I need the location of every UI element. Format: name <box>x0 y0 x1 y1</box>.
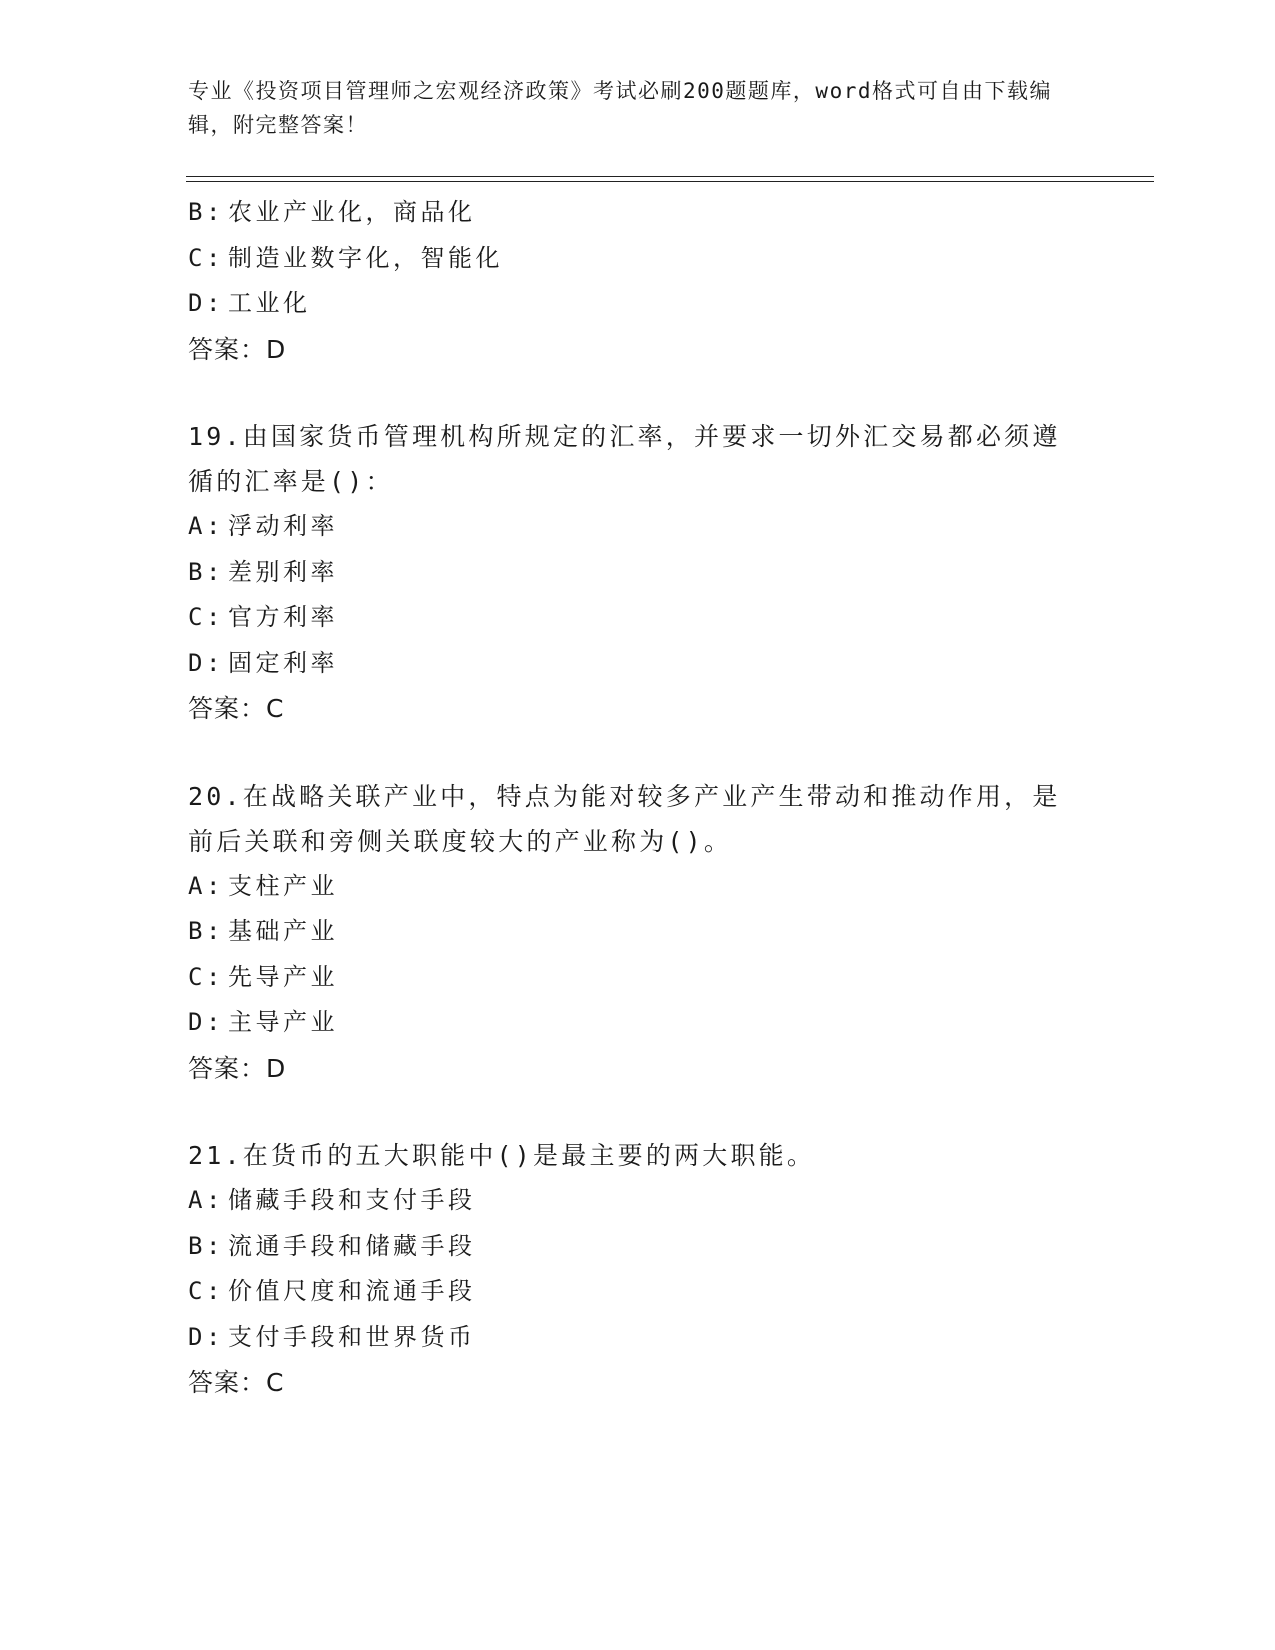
option-c: C: 先导产业 <box>188 962 338 991</box>
option-b: B: 流通手段和储藏手段 <box>188 1231 476 1260</box>
answer: 答案：C <box>188 1368 285 1397</box>
header-divider-top <box>186 176 1154 177</box>
question-stem: 20.在战略关联产业中，特点为能对较多产业产生带动和推动作用，是前后关联和旁侧关联度较大的产业称为()。 <box>188 781 1061 856</box>
option-a: A: 支柱产业 <box>188 871 338 900</box>
header-divider-bottom <box>186 181 1154 182</box>
question-20 <box>188 774 1088 1092</box>
option-b: B: 基础产业 <box>188 917 338 945</box>
option-b: B: 农业产业化，商品化 <box>188 198 476 226</box>
question-18-continued <box>188 190 1088 372</box>
document-intro: 专业《投资项目管理师之宏观经济政策》考试必刷200题题库，word格式可自由下载编辑，附完整答案！ <box>188 79 1052 137</box>
option-d: D: 主导产业 <box>188 1008 338 1036</box>
question-19 <box>188 414 1088 732</box>
option-c: C: 价值尺度和流通手段 <box>188 1277 476 1305</box>
answer: 答案：D <box>188 334 287 364</box>
question-stem: 21.在货币的五大职能中()是最主要的两大职能。 <box>188 1141 816 1170</box>
option-a: A: 浮动利率 <box>188 512 338 540</box>
question-list <box>188 190 1088 1406</box>
question-stem: 19.由国家货币管理机构所规定的汇率，并要求一切外汇交易都必须遵循的汇率是()： <box>188 422 1061 496</box>
option-b: B: 差别利率 <box>188 557 338 586</box>
option-d: D: 支付手段和世界货币 <box>188 1322 476 1351</box>
answer: 答案：D <box>188 1053 287 1083</box>
option-c: C: 制造业数字化，智能化 <box>188 243 503 272</box>
question-21 <box>188 1133 1088 1406</box>
option-d: D: 工业化 <box>188 289 311 317</box>
answer: 答案：C <box>188 694 285 723</box>
option-c: C: 官方利率 <box>188 603 338 631</box>
option-a: A: 储藏手段和支付手段 <box>188 1186 476 1214</box>
option-d: D: 固定利率 <box>188 648 338 677</box>
